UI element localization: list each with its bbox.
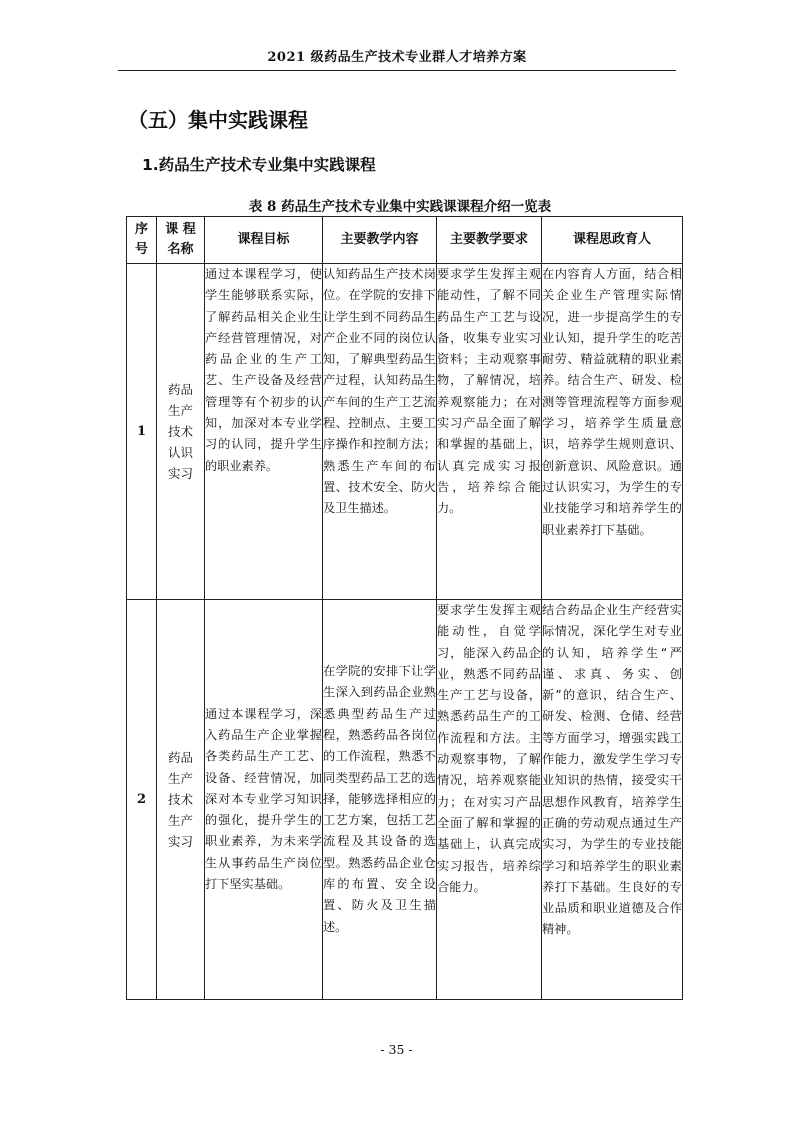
row-seq: 2 [127, 600, 157, 1000]
course-name-line: 认识 [167, 445, 193, 460]
row-course-name [157, 264, 205, 600]
practice-course-table [126, 216, 683, 1000]
course-name-line: 技术 [167, 792, 193, 807]
page-number: - 35 - [380, 1042, 413, 1057]
course-name-line: 实习 [167, 834, 193, 849]
row-requirement [437, 600, 542, 1000]
row-ideology [542, 600, 683, 1000]
header-goal: 课程目标 [205, 217, 323, 264]
ideology-text: 结合药品企业生产经营实际情况，深化学生对专业的认知，培养学生“严谨、求真、务实、创新”的意识，结合生产、研发、检测、仓储、经营等方面学习，增强实践工作能力，激发学生学习专业知识的热情，接受实干思想作风教育，培养学生正确的劳动观点通过生产实习，为学生的专业技能学习和培养学生的职业素养打下基础。生良好的专业品质和职业道德及合作精神。 [542, 603, 682, 937]
content-text: 在学院的安排下让学生深入到药品企业熟悉典型药品生产过程，熟悉药品各岗位的工作流程，熟悉不同类型药品工艺的选择，能够选择相应的工艺方案，包括工艺流程及其设备的选型。熟悉药品企业仓库的布置、安全设置、防火及卫生描述。 [323, 664, 436, 934]
course-name-line: 药品 [167, 382, 193, 397]
table-header-row [127, 217, 683, 264]
header-ideology: 课程思政育人 [542, 217, 683, 264]
row-content [323, 600, 437, 1000]
row-content [323, 264, 437, 600]
row-course-name [157, 600, 205, 1000]
row-goal [205, 600, 323, 1000]
course-name-line: 药品 [167, 750, 193, 765]
course-name-line: 实习 [167, 466, 193, 481]
header-seq-line: 号 [134, 242, 148, 257]
course-name-line: 生产 [167, 813, 193, 828]
requirement-text: 要求学生发挥主观能动性，了解不同药品生产工艺与设备，收集专业实习资料；主动观察事物，了解情况，培养观察能力；在对实习产品全面了解和掌握的基础上，认真完成实习报告，培养综合能力。 [437, 267, 541, 516]
row-seq: 1 [127, 264, 157, 600]
row-goal [205, 264, 323, 600]
header-name-line: 名称 [167, 242, 194, 257]
requirement-text: 要求学生发挥主观能动性，自觉学习，能深入药品企业，熟悉不同药品生产工艺与设备，熟悉药品生产的工作流程和方法。主动观察事物，了解情况，培养观察能力；在对实习产品全面了解和掌握的基础上，认真完成实习报告，培养综合能力。 [437, 603, 541, 894]
table-row [127, 600, 683, 1000]
subsection-title: 1.药品生产技术专业集中实践课程 [142, 156, 376, 174]
header-name-line: 课 程 [165, 222, 196, 237]
header-divider [118, 70, 676, 71]
content-text: 认知药品生产技术岗位。在学院的安排下让学生到不同药品生产企业不同的岗位认知，了解典型药品生产过程，认知药品生产车间的生产工艺流程、控制点、主要工序操作和控制方法；熟悉生产车间的布置、技术安全、防火及卫生描述。 [323, 267, 436, 516]
header-requirement: 主要教学要求 [437, 217, 542, 264]
header-seq-line: 序 [134, 222, 148, 237]
course-name-line: 技术 [167, 424, 193, 439]
table-row [127, 264, 683, 600]
section-title: （五）集中实践课程 [128, 108, 308, 132]
ideology-text: 在内容育人方面，结合相关企业生产管理实际情况，进一步提高学生的专业认知，提升学生的吃苦耐劳、精益就精的职业素养。结合生产、研发、检测等管理流程等方面参观学习，培养学生质量意识，培养学生规则意识、创新意识、风险意识。通过认识实习，为学生的专业技能学习和培养学生的职业素养打下基础。 [542, 267, 682, 537]
header-content: 主要教学内容 [323, 217, 437, 264]
header-seq [127, 217, 157, 264]
goal-text: 通过本课程学习，深入药品生产企业掌握各类药品生产工艺、设备、经营情况，加深对本专业学习知识的强化，提升学生的职业素养，为未来学生从事药品生产岗位打下坚实基础。 [205, 706, 322, 892]
course-name-line: 生产 [167, 403, 193, 418]
row-requirement [437, 264, 542, 600]
course-name-line: 生产 [167, 771, 193, 786]
header-course-name [157, 217, 205, 264]
goal-text: 通过本课程学习，使学生能够联系实际，了解药品相关企业生产经营管理情况，对药品企业的生产工艺、生产设备及经营管理等有个初步的认知，加深对本专业学习的认同，提升学生的职业素养。 [205, 267, 322, 473]
row-ideology [542, 264, 683, 600]
running-header: 2021 级药品生产技术专业群人才培养方案 [267, 50, 527, 65]
table-caption: 表 8 药品生产技术专业集中实践课课程介绍一览表 [248, 199, 552, 215]
